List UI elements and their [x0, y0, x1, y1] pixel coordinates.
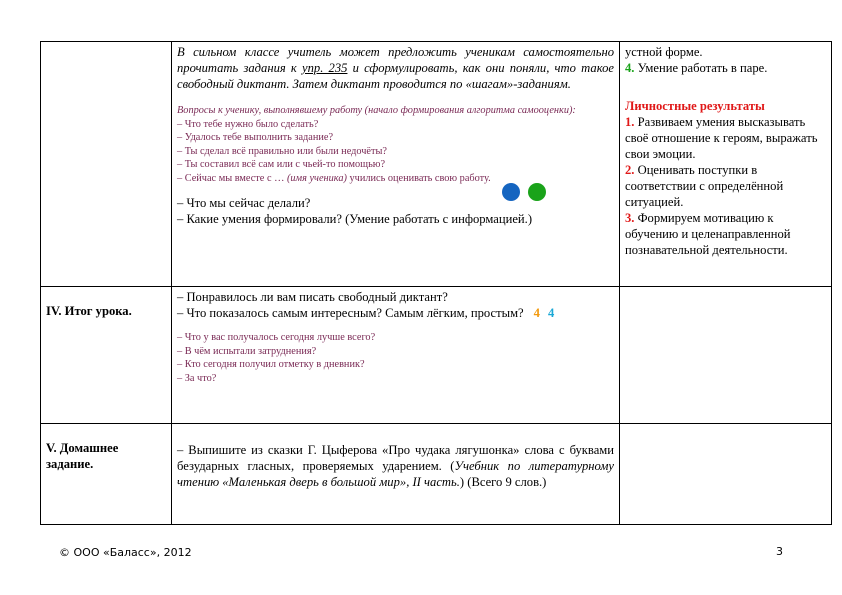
- list-item: – Что мы сейчас делали?: [177, 196, 311, 210]
- list-item: – Сейчас мы вместе с … (имя ученика) учились оценивать свою работу.: [177, 172, 491, 184]
- content-cell: [172, 42, 620, 287]
- textbook-ref: Учебник по литературному чтению «Маленькая дверь в большой мир», II часть.: [177, 459, 614, 489]
- stage-label: V. Домашнее задание.: [46, 441, 119, 471]
- list-item: – Что тебе нужно было сделать?: [177, 118, 319, 130]
- results-item: 4. Умение работать в паре.: [625, 61, 768, 75]
- stage-cell: [41, 287, 172, 424]
- page-number: 3: [776, 545, 783, 558]
- results-cell: [620, 42, 832, 287]
- green-circle-icon: [528, 183, 546, 201]
- results-item: 3. Формируем мотивацию к обучению и целенаправленной познавательной деятельности.: [625, 211, 791, 257]
- stage-cell: [41, 424, 172, 525]
- list-item: – В чём испытали затруднения?: [177, 345, 317, 357]
- questions-title: Вопросы к ученику, выполнявшему работу (начало формирования алгоритма самооценки):: [177, 105, 576, 116]
- list-item: – Ты составил всё сам или с чьей-то помощью?: [177, 159, 386, 170]
- list-item: – Ты сделал всё правильно или были недочёты?: [177, 145, 387, 157]
- closing-questions: [177, 195, 614, 227]
- results-item: 1. Развиваем умения высказывать своё отношение к героям, выражать свои эмоции.: [625, 115, 818, 161]
- number-badge: 4: [547, 306, 555, 320]
- list-item: – Понравилось ли вам писать свободный диктант?: [177, 290, 448, 304]
- results-item: 2. Оценивать поступки в соответствии с определённой ситуацией.: [625, 163, 784, 209]
- lesson-table: [40, 41, 832, 525]
- content-cell: – Выпишите из сказки Г. Цыферова «Про чудака лягушонка» слова с буквами безударных гласных, проверяемых ударением. (Учебник по литературному чтению «Маленькая дверь в большой мир», II часть.) (Всего 9 слов.): [172, 424, 620, 525]
- results-cell: [620, 287, 832, 424]
- list-item: – Кто сегодня получил отметку в дневник?: [177, 359, 365, 370]
- blue-circle-icon: [502, 183, 520, 201]
- list-item: – Какие умения формировали? (Умение работать с информацией.): [177, 212, 533, 226]
- list-item: – Что показалось самым интересным? Самым лёгким, простым? 4 4: [177, 306, 555, 320]
- number-badge: 4: [533, 306, 540, 320]
- stage-label: IV. Итог урока.: [46, 304, 132, 318]
- self-assessment-questions: [177, 104, 614, 185]
- table-row: [41, 42, 832, 287]
- table-row: [41, 287, 832, 424]
- list-item: – Что у вас получалось сегодня лучше всего?: [177, 332, 376, 343]
- stage-cell: [41, 42, 172, 287]
- table-row: [41, 424, 832, 525]
- list-item: – За что?: [177, 372, 217, 384]
- list-item: – Удалось тебе выполнить задание?: [177, 132, 334, 143]
- results-continuation: устной форме.: [625, 45, 703, 59]
- results-cell: [620, 424, 832, 525]
- summary-questions: [177, 331, 614, 385]
- personal-results-title: Личностные результаты: [625, 99, 765, 113]
- teacher-note: В сильном классе учитель может предложить ученикам самостоятельно прочитать задания к упр. 235 и сформулировать, как они поняли, что такое свободный диктант. Затем диктант проводится по «шагам»-заданиям.: [177, 45, 614, 91]
- footer-copyright: © ООО «Баласс», 2012: [59, 546, 192, 559]
- content-cell: [172, 287, 620, 424]
- exercise-ref: упр. 235: [302, 61, 348, 75]
